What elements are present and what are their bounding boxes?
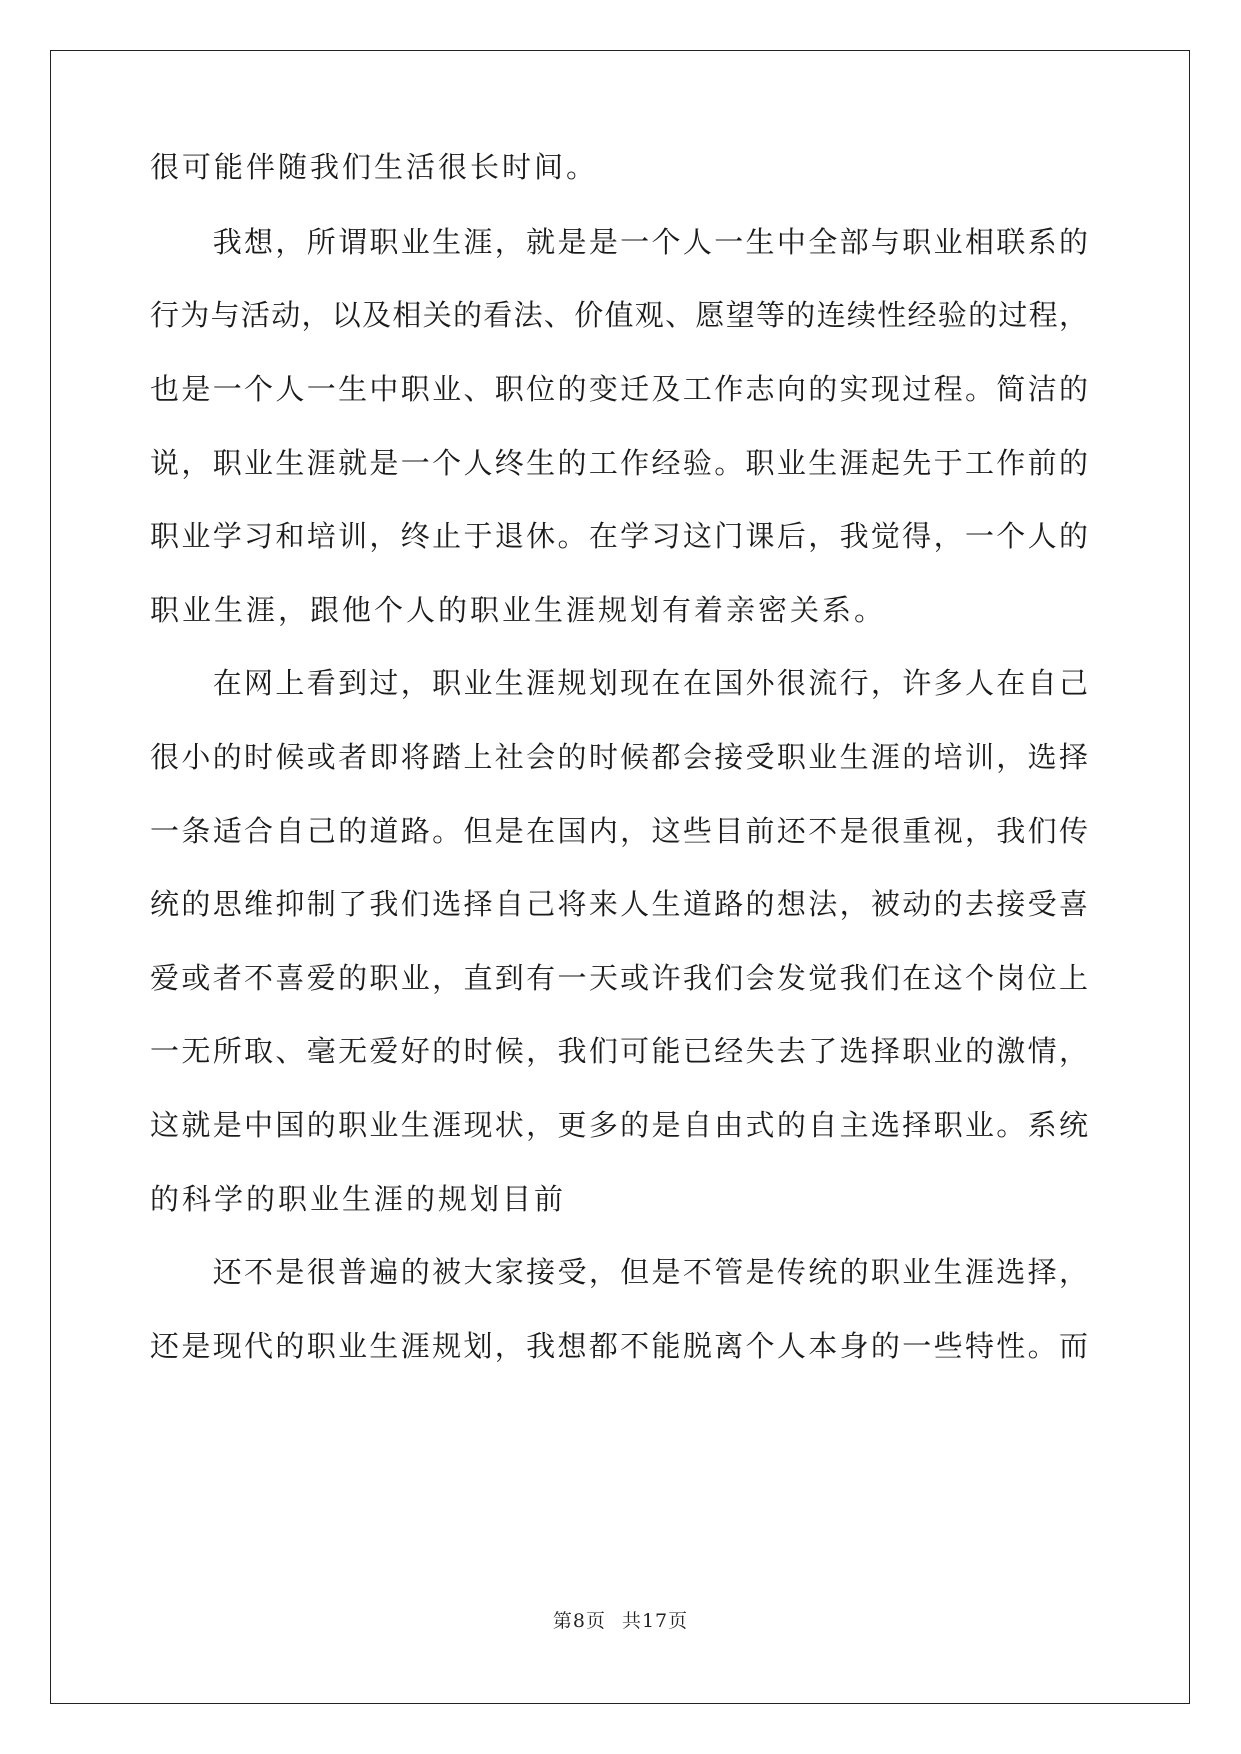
body-line: 说，职业生涯就是一个人终生的工作经验。职业生涯起先于工作前的 bbox=[150, 446, 1088, 480]
body-line: 行为与活动，以及相关的看法、价值观、愿望等的连续性经验的过程， bbox=[150, 298, 1088, 332]
body-line: 职业学习和培训，终止于退休。在学习这门课后，我觉得，一个人的 bbox=[150, 519, 1088, 553]
page-footer bbox=[0, 1606, 1241, 1633]
body-line: 一无所取、毫无爱好的时候，我们可能已经失去了选择职业的激情， bbox=[150, 1034, 1088, 1068]
body-line: 的科学的职业生涯的规划目前 bbox=[150, 1182, 567, 1216]
page-number: 第8页 bbox=[552, 1610, 606, 1632]
page-total: 共17页 bbox=[621, 1610, 689, 1632]
body-line: 很小的时候或者即将踏上社会的时候都会接受职业生涯的培训，选择 bbox=[150, 740, 1088, 774]
body-line: 一条适合自己的道路。但是在国内，这些目前还不是很重视，我们传 bbox=[150, 814, 1088, 848]
body-line: 我想，所谓职业生涯，就是是一个人一生中全部与职业相联系的 bbox=[150, 225, 1088, 259]
body-line: 也是一个人一生中职业、职位的变迁及工作志向的实现过程。简洁的 bbox=[150, 372, 1088, 406]
body-line: 还不是很普遍的被大家接受，但是不管是传统的职业生涯选择， bbox=[150, 1255, 1088, 1289]
body-line: 爱或者不喜爱的职业，直到有一天或许我们会发觉我们在这个岗位上 bbox=[150, 961, 1088, 995]
body-line: 职业生涯，跟他个人的职业生涯规划有着亲密关系。 bbox=[150, 593, 887, 627]
body-line: 在网上看到过，职业生涯规划现在在国外很流行，许多人在自己 bbox=[150, 666, 1088, 700]
body-line: 统的思维抑制了我们选择自己将来人生道路的想法，被动的去接受喜 bbox=[150, 887, 1088, 921]
body-line: 很可能伴随我们生活很长时间。 bbox=[150, 150, 599, 184]
body-line: 这就是中国的职业生涯现状，更多的是自由式的自主选择职业。系统 bbox=[150, 1108, 1088, 1142]
body-line: 还是现代的职业生涯规划，我想都不能脱离个人本身的一些特性。而 bbox=[150, 1329, 1088, 1363]
